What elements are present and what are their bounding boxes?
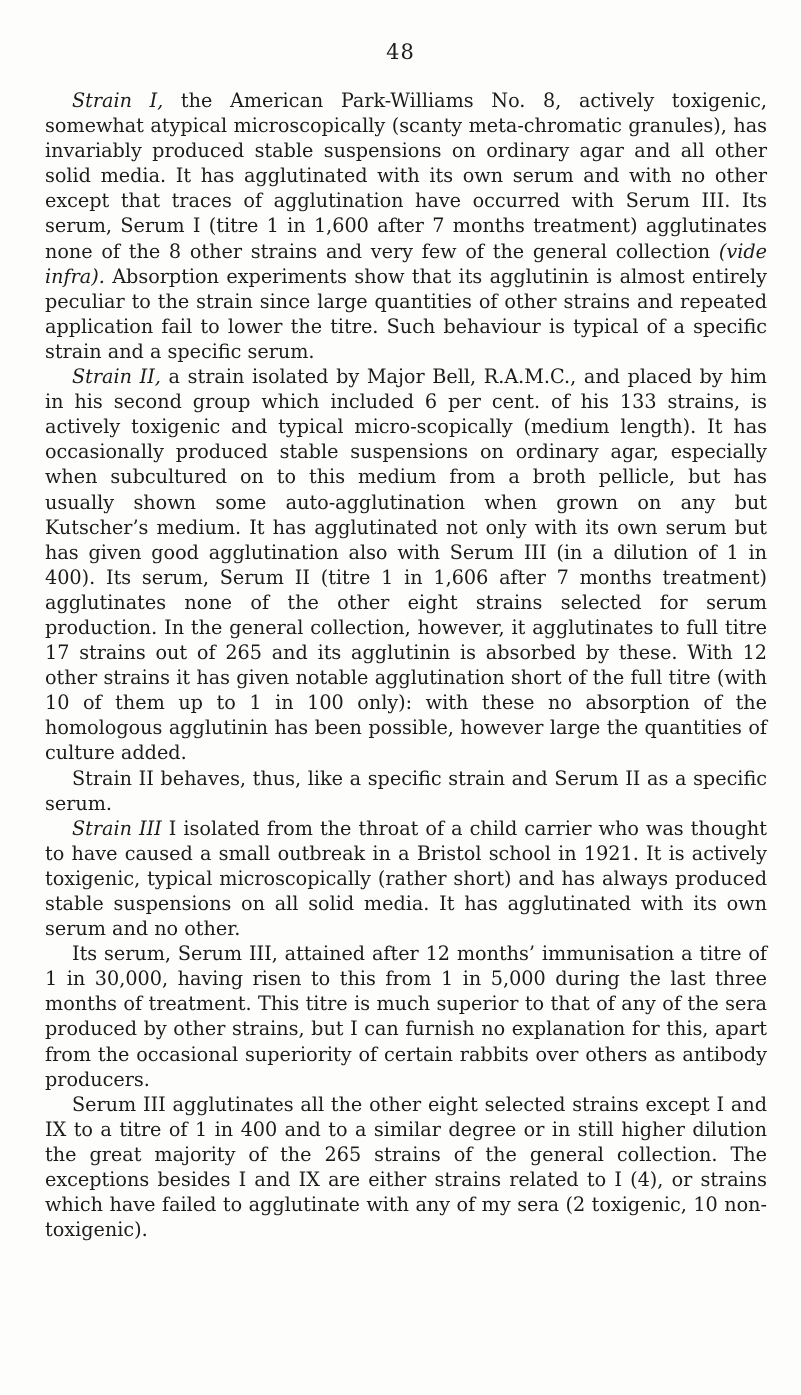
paragraph-strain-ii [45, 364, 767, 766]
strain-heading: Strain I, [72, 89, 164, 112]
page-number: 48 [386, 40, 415, 64]
paragraph-text: Strain II behaves, thus, like a specific strain and Serum II as a specific serum. [45, 766, 767, 815]
body-text [45, 88, 767, 1242]
strain-heading: Strain II, [72, 365, 161, 389]
paragraph-strain-i [45, 88, 767, 364]
paragraph-text: I isolated from the throat of a child carrier who was thought to have caused a small outbreak in a Bristol school in 1921. It is actively toxigenic, typical microscopically (rather short) and has always produced stable suspensions on all solid media. It has agglutinated with its own serum and no other. [45, 816, 767, 941]
paragraph-text: a strain isolated by Major Bell, R.A.M.C., and placed by him in his second group which included 6 per cent. of his 133 strains, is actively toxigenic and typical micro-scopically (medium length). It has occasionally produced stable suspensions on ordinary agar, especially when subcultured on to this medium from a broth pellicle, but has usually shown some auto-agglutination when grown on any but Kutscher’s medium. It has agglutinated not only with its own serum but has given good agglutination also with Serum III (in a dilution of 1 in 400). Its serum, Serum II (titre 1 in 1,606 after 7 months treatment) agglutinates none of the other eight strains selected for serum production. In the general collection, however, it agglutinates to full titre 17 strains out of 265 and its agglutinin is absorbed by these. With 12 other strains it has given notable agglutination short of the full titre (with 10 of them up to 1 in 100 only): with these no absorption of the homologous agglutinin has been possible, however large the quantities of culture added. [45, 365, 767, 765]
paragraph-text: the American Park-Williams No. 8, actively toxigenic, somewhat atypical microscopically (scanty meta-chromatic granules), has invariably produced stable suspensions on ordinary agar and all other solid media. It has agglutinated with its own serum and with no other except that traces of agglutination have occurred with Serum III. Its serum, Serum I (titre 1 in 1,600 after 7 months treatment) agglutinates none of the 8 other strains and very few of the general collection [45, 89, 767, 263]
paragraph-text-continued: Absorption experiments show that its agglutinin is almost entirely peculiar to the strain since large quantities of other strains and repeated application fail to lower the titre. Such behaviour is typical of a specific strain and a specific serum. [45, 264, 767, 363]
paragraph-strain-ii-summary [45, 766, 767, 816]
paragraph-text: Serum III agglutinates all the other eight selected strains except I and IX to a titre of 1 in 400 and to a similar degree or in still higher dilution the great majority of the 265 strains of the general collection. The exceptions besides I and IX are either strains related to I (4), or strains which have failed to agglutinate with any of my sera (2 toxigenic, 10 non-toxigenic). [45, 1092, 767, 1242]
paragraph-text: Its serum, Serum III, attained after 12 months’ immunisation a titre of 1 in 30,000, having risen to this from 1 in 5,000 during the last three months of treatment. This titre is much superior to that of any of the sera produced by other strains, but I can furnish no explanation for this, apart from the occasional superiority of certain rabbits over others as antibody producers. [45, 942, 767, 1091]
strain-heading: Strain III [72, 816, 162, 840]
paragraph-serum-iii-agglutination [45, 1092, 767, 1243]
paragraph-strain-iii [45, 816, 767, 941]
paragraph-serum-iii [45, 941, 767, 1092]
italic-reference: (vide infra). [45, 239, 767, 288]
